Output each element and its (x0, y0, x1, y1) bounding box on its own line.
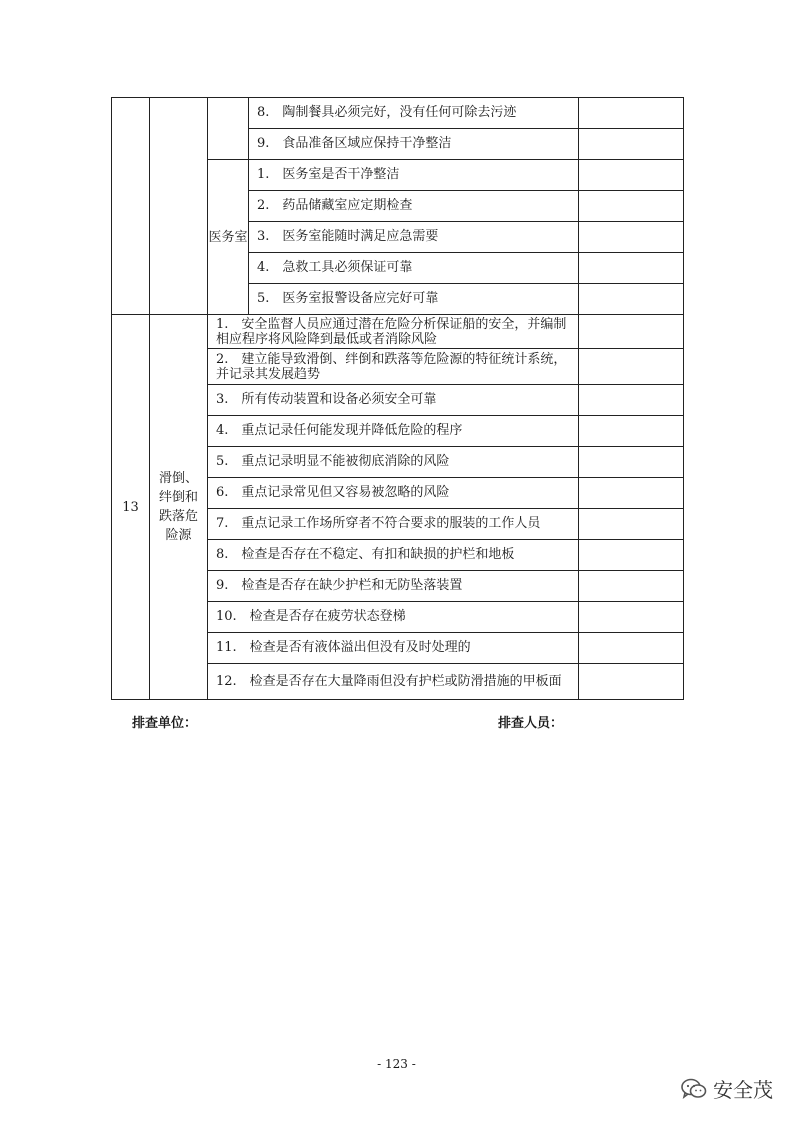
item-cell: 8. 陶制餐具必须完好，没有任何可除去污迹 (249, 98, 579, 129)
item-cell: 9. 检查是否存在缺少护栏和无防坠落装置 (208, 571, 579, 602)
check-cell[interactable] (579, 349, 684, 385)
inspection-person-label: 排查人员： (498, 716, 564, 731)
check-cell[interactable] (579, 602, 684, 633)
item-cell: 2. 药品储藏室应定期检查 (249, 191, 579, 222)
check-cell[interactable] (579, 540, 684, 571)
check-cell[interactable] (579, 447, 684, 478)
check-cell[interactable] (579, 385, 684, 416)
check-cell[interactable] (579, 160, 684, 191)
check-cell[interactable] (579, 664, 684, 700)
item-cell: 6. 重点记录常见但又容易被忽略的风险 (208, 478, 579, 509)
subcategory-cell-empty (208, 98, 249, 160)
section-category-label: 滑倒、绊倒和跌落危险源 (158, 471, 198, 543)
item-cell: 1. 安全监督人员应通过潜在危险分析保证船的安全，并编制相应程序将风险降到最低或者消除风险 (208, 315, 579, 349)
section-number-cell: 13 (112, 315, 150, 700)
check-cell[interactable] (579, 129, 684, 160)
check-cell[interactable] (579, 98, 684, 129)
item-cell: 10. 检查是否存在疲劳状态登梯 (208, 602, 579, 633)
subcategory-medical-room (208, 160, 249, 315)
watermark (681, 1074, 773, 1103)
item-cell: 5. 医务室报警设备应完好可靠 (249, 284, 579, 315)
item-cell: 3. 医务室能随时满足应急需要 (249, 222, 579, 253)
item-cell: 8. 检查是否存在不稳定、有扣和缺损的护栏和地板 (208, 540, 579, 571)
check-cell[interactable] (579, 478, 684, 509)
item-cell: 11. 检查是否有液体溢出但没有及时处理的 (208, 633, 579, 664)
inspection-unit-label: 排查单位： (132, 716, 198, 731)
check-cell[interactable] (579, 191, 684, 222)
checklist-table (111, 97, 684, 700)
check-cell[interactable] (579, 253, 684, 284)
wechat-icon (681, 1078, 707, 1100)
page-number: - 123 - (377, 1057, 416, 1071)
check-cell[interactable] (579, 222, 684, 253)
table-row (112, 98, 684, 129)
item-cell: 1. 医务室是否干净整洁 (249, 160, 579, 191)
check-cell[interactable] (579, 633, 684, 664)
watermark-text: 安全茂 (713, 1078, 773, 1102)
item-cell: 4. 急救工具必须保证可靠 (249, 253, 579, 284)
section-category-cell (150, 315, 208, 700)
item-cell: 5. 重点记录明显不能被彻底消除的风险 (208, 447, 579, 478)
check-cell[interactable] (579, 571, 684, 602)
item-cell: 4. 重点记录任何能发现并降低危险的程序 (208, 416, 579, 447)
table-row (112, 315, 684, 349)
number-cell-empty (112, 98, 150, 315)
category-cell-empty (150, 98, 208, 315)
subcategory-label: 医务室 (208, 229, 248, 245)
item-cell: 2. 建立能导致滑倒、绊倒和跌落等危险源的特征统计系统，并记录其发展趋势 (208, 349, 579, 385)
check-cell[interactable] (579, 416, 684, 447)
item-cell: 3. 所有传动装置和设备必须安全可靠 (208, 385, 579, 416)
item-cell: 9. 食品准备区域应保持干净整洁 (249, 129, 579, 160)
item-cell: 12. 检查是否存在大量降雨但没有护栏或防滑措施的甲板面 (208, 664, 579, 700)
check-cell[interactable] (579, 315, 684, 349)
check-cell[interactable] (579, 284, 684, 315)
check-cell[interactable] (579, 509, 684, 540)
item-cell: 7. 重点记录工作场所穿者不符合要求的服装的工作人员 (208, 509, 579, 540)
